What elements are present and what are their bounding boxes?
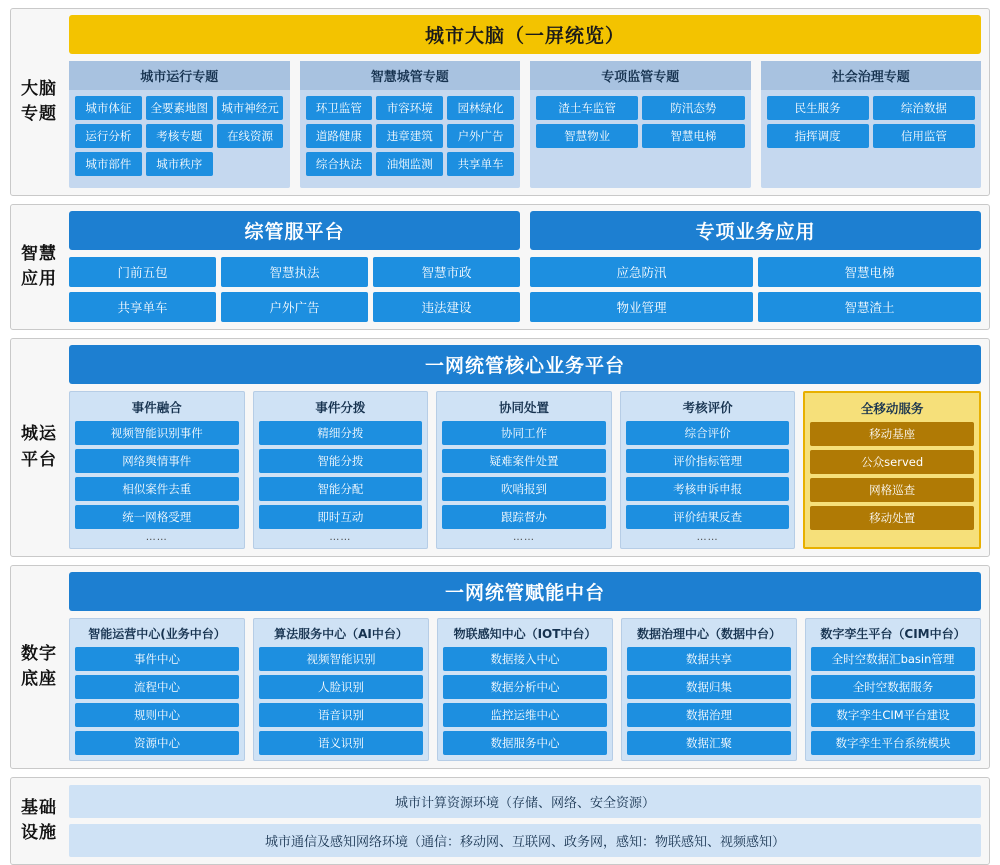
brain-chip[interactable]: 户外广告	[447, 124, 514, 148]
brain-chip-grid	[300, 90, 521, 182]
ops-item[interactable]: 智能分配	[259, 477, 423, 501]
core-platform-title: 一网统管核心业务平台	[69, 345, 981, 384]
band-label-line-2: 专题	[21, 104, 57, 124]
base-item[interactable]: 数据归集	[627, 675, 791, 699]
brain-chip[interactable]: 渣土车监管	[536, 96, 638, 120]
base-column-head: 数字孪生平台（CIM中台）	[820, 627, 966, 641]
base-column-digital-twin-platform	[805, 618, 981, 761]
brain-chip[interactable]: 智慧物业	[536, 124, 638, 148]
brain-column-social-governance	[761, 61, 982, 188]
app-chip[interactable]: 智慧执法	[221, 257, 368, 287]
ops-item[interactable]: 综合评价	[626, 421, 790, 445]
band-body-ops	[67, 339, 989, 556]
base-column-data-governance-center	[621, 618, 797, 761]
band-label-line-1: 数字	[21, 643, 57, 664]
brain-chip-grid	[530, 90, 751, 154]
brain-chip-grid	[761, 90, 982, 154]
ops-ellipsis	[810, 534, 974, 536]
ops-column-head: 事件分拨	[315, 400, 366, 415]
ops-column-head: 协同处置	[498, 400, 549, 415]
ops-column-head: 事件融合	[131, 400, 182, 415]
comprehensive-platform-items	[69, 257, 520, 322]
brain-chip[interactable]: 全要素地图	[146, 96, 213, 120]
ops-column-full-mobile-service	[803, 391, 981, 549]
ops-item[interactable]: 网络舆情事件	[75, 449, 239, 473]
base-item[interactable]: 全时空数据汇basin管理	[811, 647, 975, 671]
app-chip[interactable]: 门前五包	[69, 257, 216, 287]
ops-item[interactable]: 精细分拨	[259, 421, 423, 445]
brain-chip[interactable]: 城市体征	[75, 96, 142, 120]
ops-item[interactable]: 疑难案件处置	[442, 449, 606, 473]
band-label-line-2: 应用	[21, 269, 57, 289]
brain-column-head: 城市运行专题	[69, 61, 290, 90]
base-item[interactable]: 语音识别	[259, 703, 423, 727]
band-infrastructure	[10, 777, 990, 865]
band-label-ops	[11, 339, 67, 556]
brain-chip[interactable]: 城市秩序	[146, 152, 213, 176]
brain-chip[interactable]: 环卫监管	[306, 96, 373, 120]
enabling-platform-columns	[69, 618, 981, 761]
base-item[interactable]: 数据服务中心	[443, 731, 607, 755]
base-item[interactable]: 规则中心	[75, 703, 239, 727]
base-item[interactable]: 资源中心	[75, 731, 239, 755]
brain-chip-grid	[69, 90, 290, 182]
brain-chip[interactable]: 市容环境	[376, 96, 443, 120]
band-body-brain	[67, 9, 989, 195]
band-body-smart-app	[67, 205, 989, 329]
band-label-line-2: 平台	[21, 449, 57, 470]
ops-item[interactable]: 智能分拨	[259, 449, 423, 473]
brain-chip[interactable]: 信用监管	[873, 124, 975, 148]
ops-ellipsis: ……	[696, 532, 719, 543]
brain-column-head: 智慧城管专题	[300, 61, 521, 90]
brain-column-head: 社会治理专题	[761, 61, 982, 90]
base-column-head: 算法服务中心（AI中台）	[274, 627, 408, 641]
band-body-infrastructure	[67, 778, 989, 864]
base-item[interactable]: 数字孪生平台系统模块	[811, 731, 975, 755]
brain-chip[interactable]: 民生服务	[767, 96, 869, 120]
ops-item[interactable]: 考核申诉申报	[626, 477, 790, 501]
ops-column-event-fusion	[69, 391, 245, 549]
base-item[interactable]: 语义识别	[259, 731, 423, 755]
ops-ellipsis: ……	[512, 532, 535, 543]
ops-item[interactable]: 移动处置	[810, 506, 974, 530]
ops-item[interactable]: 评价指标管理	[626, 449, 790, 473]
band-label-infrastructure	[11, 778, 67, 864]
brain-chip[interactable]: 城市部件	[75, 152, 142, 176]
band-label-smart-app	[11, 205, 67, 329]
base-column-head: 数据治理中心（数据中台）	[636, 627, 781, 641]
brain-chip[interactable]: 园林绿化	[447, 96, 514, 120]
brain-chip[interactable]: 综治数据	[873, 96, 975, 120]
app-grid	[530, 257, 981, 322]
band-city-operation-platform	[10, 338, 990, 557]
app-chip[interactable]: 应急防汛	[530, 257, 753, 287]
band-label-line-1: 基础	[21, 797, 57, 818]
base-column-intelligent-operation-center	[69, 618, 245, 761]
smart-app-columns	[69, 257, 981, 322]
app-chip[interactable]: 智慧渣土	[758, 292, 981, 322]
app-chip[interactable]: 户外广告	[221, 292, 368, 322]
smart-app-titles	[69, 211, 981, 250]
core-platform-columns	[69, 391, 981, 549]
brain-chip[interactable]: 道路健康	[306, 124, 373, 148]
base-column-iot-center	[437, 618, 613, 761]
base-item[interactable]: 事件中心	[75, 647, 239, 671]
band-label-line-1: 大脑	[21, 78, 57, 99]
city-brain-title: 城市大脑（一屏统览）	[69, 15, 981, 54]
base-item[interactable]: 数据共享	[627, 647, 791, 671]
brain-chip[interactable]: 违章建筑	[376, 124, 443, 148]
ops-column-head: 考核评价	[682, 400, 733, 415]
ops-ellipsis: ……	[145, 532, 168, 543]
band-label-line-2: 设施	[21, 823, 57, 843]
brain-chip[interactable]: 共享单车	[447, 152, 514, 176]
ops-item[interactable]: 即时互动	[259, 505, 423, 529]
enabling-platform-title: 一网统管赋能中台	[69, 572, 981, 611]
ops-item[interactable]: 评价结果反查	[626, 505, 790, 529]
brain-column-head: 专项监管专题	[530, 61, 751, 90]
ops-item[interactable]: 网格巡查	[810, 478, 974, 502]
band-label-line-1: 城运	[21, 424, 57, 444]
base-item[interactable]: 全时空数据服务	[811, 675, 975, 699]
brain-chip[interactable]: 考核专题	[146, 124, 213, 148]
special-business-items	[530, 257, 981, 322]
band-digital-base	[10, 565, 990, 769]
brain-chip[interactable]: 油烟监测	[376, 152, 443, 176]
base-column-head: 物联感知中心（IOT中台）	[453, 627, 597, 641]
ops-column-head: 全移动服务	[860, 401, 924, 416]
band-body-digital-base	[67, 566, 989, 768]
brain-column-city-operation	[69, 61, 290, 188]
app-chip[interactable]: 智慧电梯	[758, 257, 981, 287]
band-label-brain	[11, 9, 67, 195]
brain-chip[interactable]: 运行分析	[75, 124, 142, 148]
ops-item[interactable]: 跟踪督办	[442, 505, 606, 529]
base-item[interactable]: 监控运维中心	[443, 703, 607, 727]
infrastructure-row-network: 城市通信及感知网络环境（通信：移动网、互联网、政务网，感知：物联感知、视频感知）	[69, 824, 981, 857]
base-item[interactable]: 数据治理	[627, 703, 791, 727]
base-item[interactable]: 数字孪生CIM平台建设	[811, 703, 975, 727]
ops-item[interactable]: 视频智能识别事件	[75, 421, 239, 445]
ops-item[interactable]: 相似案件去重	[75, 477, 239, 501]
ops-ellipsis: ……	[329, 532, 352, 543]
base-item[interactable]: 视频智能识别	[259, 647, 423, 671]
band-city-brain	[10, 8, 990, 196]
ops-item[interactable]: 公众served	[810, 450, 974, 474]
brain-chip[interactable]: 智慧电梯	[642, 124, 744, 148]
band-smart-application	[10, 204, 990, 330]
ops-item[interactable]: 统一网格受理	[75, 505, 239, 529]
base-item[interactable]: 流程中心	[75, 675, 239, 699]
ops-item[interactable]: 吹哨报到	[442, 477, 606, 501]
ops-column-collaborative-handling	[436, 391, 612, 549]
base-column-algorithm-service-center	[253, 618, 429, 761]
app-chip[interactable]: 共享单车	[69, 292, 216, 322]
brain-chip[interactable]: 在线资源	[217, 124, 284, 148]
special-business-title: 专项业务应用	[530, 211, 981, 250]
app-chip[interactable]: 物业管理	[530, 292, 753, 322]
brain-column-smart-urban-management	[300, 61, 521, 188]
app-chip[interactable]: 智慧市政	[373, 257, 520, 287]
ops-item[interactable]: 协同工作	[442, 421, 606, 445]
base-item[interactable]: 人脸识别	[259, 675, 423, 699]
base-item[interactable]: 数据分析中心	[443, 675, 607, 699]
base-item[interactable]: 数据汇聚	[627, 731, 791, 755]
city-brain-columns	[69, 61, 981, 188]
brain-chip[interactable]: 综合执法	[306, 152, 373, 176]
ops-column-event-dispatch	[253, 391, 429, 549]
band-label-line-1: 智慧	[21, 243, 57, 264]
band-label-line-2: 底座	[21, 669, 57, 689]
infrastructure-row-computing: 城市计算资源环境（存储、网络、安全资源）	[69, 785, 981, 818]
ops-item[interactable]: 移动基座	[810, 422, 974, 446]
base-item[interactable]: 数据接入中心	[443, 647, 607, 671]
ops-column-assessment	[620, 391, 796, 549]
app-chip[interactable]: 违法建设	[373, 292, 520, 322]
brain-chip[interactable]: 指挥调度	[767, 124, 869, 148]
comprehensive-platform-title: 综管服平台	[69, 211, 520, 250]
band-label-digital-base	[11, 566, 67, 768]
base-column-head: 智能运营中心(业务中台）	[88, 627, 226, 641]
brain-column-special-supervision	[530, 61, 751, 188]
brain-chip[interactable]: 防汛态势	[642, 96, 744, 120]
brain-chip[interactable]: 城市神经元	[217, 96, 284, 120]
app-grid	[69, 257, 520, 322]
